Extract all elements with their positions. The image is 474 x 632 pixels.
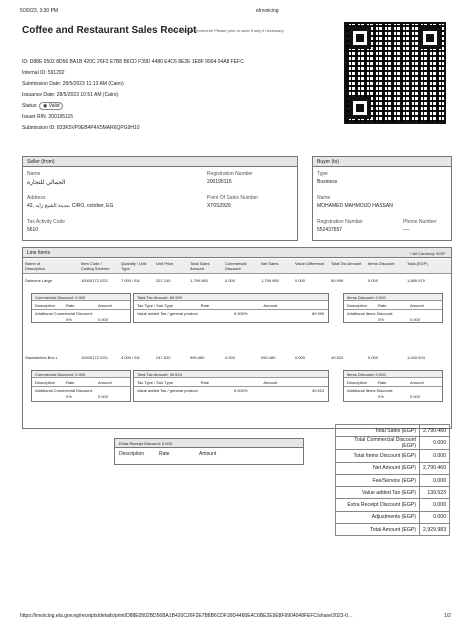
commercial-discount-box: Commercial Discount: 0.000 Description Rate Amount Additional Commercial Discount: 0% 0.000 xyxy=(31,370,131,402)
extra-discount-panel xyxy=(114,438,304,465)
print-site: eInvoicing xyxy=(256,8,279,14)
items-discount-box: Items Discount: 0.000 Description Rate Amount Additional Items Discount: 0% 0.000 xyxy=(343,370,443,402)
print-datetime: 5/30/23, 3:30 PM xyxy=(20,8,59,14)
column-header: Items Discount xyxy=(368,261,395,266)
submission-date-row: Submission Date: 28/5/2023 11:13 AM (Cairo) xyxy=(22,81,124,87)
total-label: Fee/Service (EGP) xyxy=(336,474,420,486)
table-cell: 0.000 xyxy=(225,355,236,360)
page-title: Coffee and Restaurant Sales Receipt xyxy=(22,25,197,36)
total-row xyxy=(336,511,450,523)
table-cell: 0.000 xyxy=(295,355,306,360)
table-cell: 1,889.979 xyxy=(407,278,425,283)
total-row xyxy=(336,499,450,511)
table-cell: Sandwiches Box L xyxy=(25,355,58,360)
column-header: Total (EGP) xyxy=(407,261,428,266)
total-value: 139.523 xyxy=(420,487,450,499)
column-header: Quantity / Unit Type xyxy=(121,261,147,271)
buyer-reg-label: Registration Number xyxy=(317,219,363,225)
extra-discount-heading: Extra Receipt Discount: 0.000 xyxy=(115,439,303,448)
column-header: Commercial Discount xyxy=(225,261,247,271)
total-value: 0.000 xyxy=(420,474,450,486)
line-items-header xyxy=(23,259,451,274)
seller-name-label: Name xyxy=(27,171,41,177)
seller-pos-number: XT0S2929 xyxy=(207,203,231,209)
column-header: Net Sales xyxy=(261,261,279,266)
total-label: Total Amount (EGP) xyxy=(336,524,420,536)
total-label: Value added Tax (EGP) xyxy=(336,487,420,499)
environment-note: ere of the environment! Please print or save it only if necessary. xyxy=(172,28,285,33)
table-cell: 0.000 xyxy=(295,278,306,283)
table-cell: 1,799.980 xyxy=(190,278,208,283)
page-number: 1/2 xyxy=(444,613,451,619)
total-value: 2,790.460 xyxy=(420,462,450,474)
seller-panel xyxy=(22,156,298,241)
extra-discount-columns: Description Rate Amount xyxy=(119,451,217,457)
buyer-name-label: Name xyxy=(317,195,331,201)
buyer-heading: Buyer (to) xyxy=(313,157,451,167)
total-value: 0.000 xyxy=(420,437,450,450)
seller-tax-label: Tax Activity Code xyxy=(27,219,66,225)
submission-id-row: Submission ID: 833K5VP9EB4P4X5MAR6QPG9H10 xyxy=(22,125,140,131)
line-items-panel xyxy=(22,247,452,429)
seller-reg-number: 200195115 xyxy=(207,179,232,185)
table-cell: 990.480 xyxy=(261,355,276,360)
seller-address: 42, مدينة الشيخ زايد, CIRO, october, EG xyxy=(27,203,114,209)
column-header: Total Sales Amount xyxy=(190,261,210,271)
table-cell: 0.000 xyxy=(368,355,379,360)
total-row xyxy=(336,425,450,437)
column-header: Total Tax Amount xyxy=(331,261,362,266)
check-icon: ◉ xyxy=(42,103,48,109)
currency-note: * All Currency: EGP xyxy=(410,251,445,256)
buyer-type: Business xyxy=(317,179,338,185)
internal-id-row: Internal ID: 591292 xyxy=(22,70,65,76)
seller-reg-label: Registration Number xyxy=(207,171,253,177)
column-header: Name of Description xyxy=(25,261,46,271)
total-label: Net Amount (EGP) xyxy=(336,462,420,474)
table-cell: 0.000 xyxy=(225,278,236,283)
seller-name: الجمالي للتجارة xyxy=(27,180,66,186)
totals-table xyxy=(335,424,450,536)
table-cell: 1,799.980 xyxy=(261,278,279,283)
buyer-reg-number: 552437557 xyxy=(317,227,343,233)
status-badge: ◉ Valid xyxy=(39,102,64,110)
seller-pos-label: Point Of Sales Number xyxy=(207,195,259,201)
table-cell: 10000172 GS1 xyxy=(81,355,108,360)
table-cell: 10000172 GS1 xyxy=(81,278,108,283)
column-header: Value Difference xyxy=(295,261,325,266)
total-label: Total Sales (EGP) xyxy=(336,425,420,437)
table-cell: 1,040.004 xyxy=(407,355,425,360)
total-value: 0.000 xyxy=(420,450,450,462)
buyer-panel xyxy=(312,156,452,241)
footer-url[interactable]: https://invoicing.eta.gov.eg/receipts/details/print/D88E0502BD56BA1B420C26F2E7B8B6CDF39D4480E4C6BE2E9E8F9904048FEFC/share/2023-0… xyxy=(20,613,353,619)
total-value: 0.000 xyxy=(420,499,450,511)
column-header: Item Code / Coding Scheme xyxy=(81,261,110,271)
tax-box: Total Tax Amount: 89.999 Tax Type / Sub Type Rate Amount Value added Tax / general product 5.000% 89.999 xyxy=(133,293,329,323)
seller-tax-code: 5610 xyxy=(27,227,39,233)
status-row: Status: ◉ Valid xyxy=(22,101,244,112)
line-items-heading: Line Items xyxy=(27,250,51,256)
receipt-meta xyxy=(22,57,244,134)
total-row xyxy=(336,450,450,462)
seller-heading: Seller (from) xyxy=(23,157,297,167)
line-item-row xyxy=(23,353,451,425)
total-row xyxy=(336,524,450,536)
total-value: 2,790.460 xyxy=(420,425,450,437)
column-header: Unit Price xyxy=(156,261,174,266)
total-value: 0.000 xyxy=(420,511,450,523)
issuer-rin-row: Issuer RIN: 200195115 xyxy=(22,114,74,120)
total-label: Total Commercial Discount (EGP) xyxy=(336,437,420,450)
table-cell: 7.000 / EA xyxy=(121,278,140,283)
seller-address-label: Address xyxy=(27,195,46,201)
tax-box: Total Tax Amount: 49.524 Tax Type / Sub Type Rate Amount Value added Tax / general product 5.000% 49.524 xyxy=(133,370,329,402)
table-cell: 4.000 / EA xyxy=(121,355,140,360)
total-label: Extra Receipt Discount (EGP) xyxy=(336,499,420,511)
table-cell: 89.999 xyxy=(331,278,344,283)
total-row xyxy=(336,487,450,499)
table-cell: 257.140 xyxy=(156,278,171,283)
total-row xyxy=(336,462,450,474)
commercial-discount-box: Commercial Discount: 0.000 Description Rate Amount Additional Commercial Discount: 0% 0.000 xyxy=(31,293,131,323)
issuance-date-row: Issuance Date: 28/5/2023 10:51 AM (Cairo) xyxy=(22,92,119,98)
buyer-phone-label: Phone Number xyxy=(403,219,437,225)
total-label: Adjustments (EGP) xyxy=(336,511,420,523)
buyer-phone: ---- xyxy=(403,227,410,233)
buyer-type-label: Type xyxy=(317,171,328,177)
qr-code xyxy=(344,22,446,124)
table-cell: 0.000 xyxy=(368,278,379,283)
total-value: 2,929.983 xyxy=(420,524,450,536)
table-cell: 49.524 xyxy=(331,355,344,360)
receipt-id-row: ID: D88E 0502 8D56 BA1B 420C 26F2 E7B8 B6CD F39D 4480 E4C6 8E2E 1E8F 9904 04A8 FEFC xyxy=(22,59,244,65)
total-row xyxy=(336,474,450,486)
items-discount-box: Items Discount: 0.000 Description Rate Amount Additional Items Discount: 0% 0.000 xyxy=(343,293,443,323)
total-row xyxy=(336,437,450,450)
table-cell: Salmone Large xyxy=(25,278,53,283)
table-cell: 247.620 xyxy=(156,355,171,360)
buyer-name: MOHAMED MAHMOUD HASSAN xyxy=(317,203,393,209)
table-cell: 990.480 xyxy=(190,355,205,360)
total-label: Total Items Discount (EGP) xyxy=(336,450,420,462)
line-item-row xyxy=(23,276,451,348)
